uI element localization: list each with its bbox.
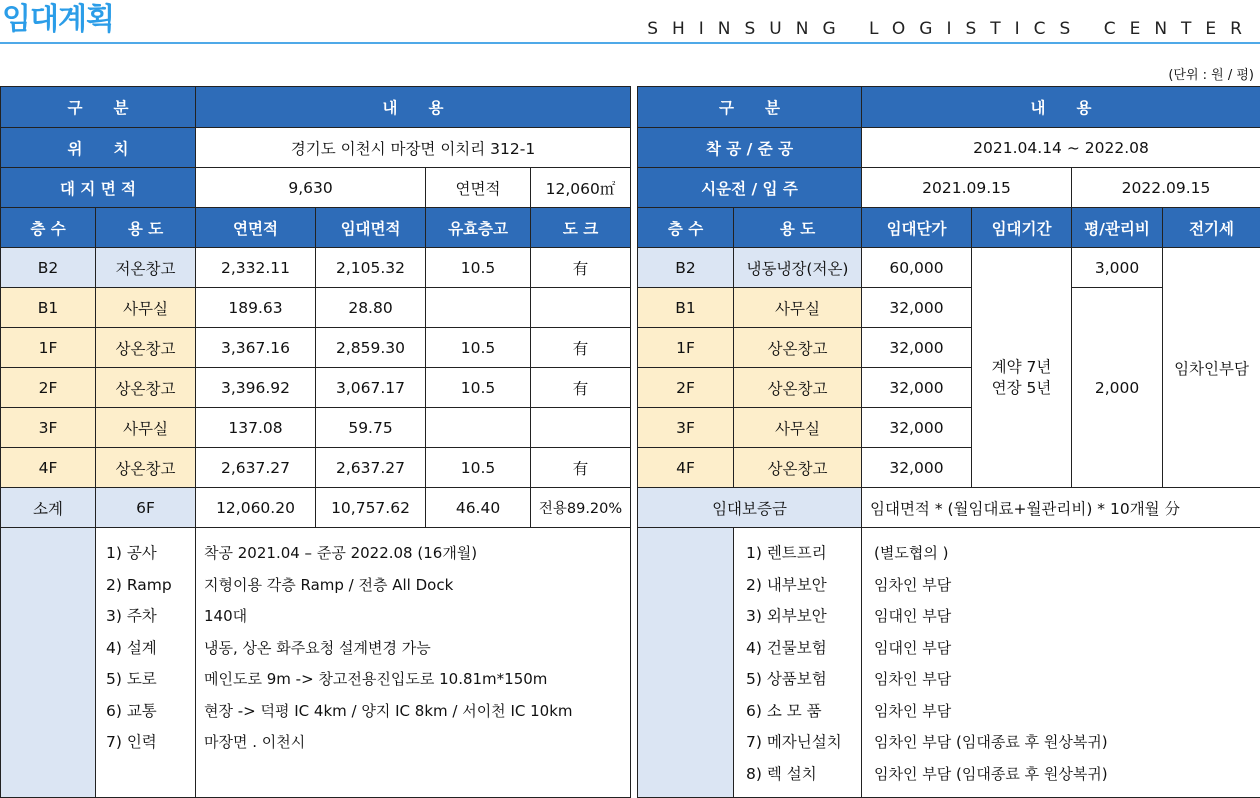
height-cell: 10.5 bbox=[426, 368, 531, 408]
rent-cell: 32,000 bbox=[862, 328, 972, 368]
use-cell: 사무실 bbox=[734, 408, 862, 448]
col-header: 도 크 bbox=[531, 208, 631, 248]
trial-label: 시운전 / 입 주 bbox=[638, 168, 862, 208]
floor-cell: B2 bbox=[638, 248, 734, 288]
gfa-label: 연면적 bbox=[426, 168, 531, 208]
subtotal-dock: 전용89.20% bbox=[531, 488, 631, 528]
location-label: 위 치 bbox=[1, 128, 196, 168]
note-value: 140대 bbox=[204, 607, 248, 625]
height-cell bbox=[426, 288, 531, 328]
floor-cell: 1F bbox=[1, 328, 96, 368]
lease-period bbox=[972, 248, 1072, 488]
note-label: 4) 건물보험 bbox=[746, 638, 827, 657]
note-label: 8) 렉 설치 bbox=[746, 764, 817, 783]
right-header-gubun: 구 분 bbox=[638, 87, 862, 128]
table-row bbox=[1, 408, 631, 448]
gfa-cell: 2,637.27 bbox=[196, 448, 316, 488]
dock-cell bbox=[531, 288, 631, 328]
use-cell: 사무실 bbox=[734, 288, 862, 328]
page-title: 임대계획 bbox=[2, 2, 114, 37]
note-value: 임차인 부담 bbox=[874, 575, 952, 594]
note-value: 임대인 부담 bbox=[874, 638, 952, 657]
left-header-naeyong: 내 용 bbox=[196, 87, 631, 128]
note-label: 3) 외부보안 bbox=[746, 607, 827, 625]
table-row bbox=[1, 368, 631, 408]
right-header-naeyong: 내 용 bbox=[862, 87, 1260, 128]
use-cell: 상온창고 bbox=[96, 328, 196, 368]
height-cell bbox=[426, 408, 531, 448]
gfa-cell: 3,396.92 bbox=[196, 368, 316, 408]
deposit-row bbox=[638, 488, 1260, 528]
col-header: 층 수 bbox=[638, 208, 734, 248]
floor-cell: B2 bbox=[1, 248, 96, 288]
location-value: 경기도 이천시 마장면 이치리 312-1 bbox=[196, 128, 631, 168]
height-cell: 10.5 bbox=[426, 328, 531, 368]
site-area-label: 대 지 면 적 bbox=[1, 168, 196, 208]
col-header: 연면적 bbox=[196, 208, 316, 248]
mgmt-fee-rest: 2,000 bbox=[1072, 288, 1163, 488]
floor-cell: 2F bbox=[1, 368, 96, 408]
site-area-value: 9,630 bbox=[196, 168, 426, 208]
note-label: 3) 주차 bbox=[106, 607, 157, 625]
rent-cell: 32,000 bbox=[862, 288, 972, 328]
subtotal-lease-area: 10,757.62 bbox=[316, 488, 426, 528]
use-cell: 사무실 bbox=[96, 288, 196, 328]
table-row bbox=[1, 328, 631, 368]
gfa-cell: 189.63 bbox=[196, 288, 316, 328]
notes-values bbox=[862, 528, 1260, 798]
note-value: 임차인 부담 (임대종료 후 원상복귀) bbox=[874, 764, 1108, 783]
rent-cell: 32,000 bbox=[862, 448, 972, 488]
height-cell: 10.5 bbox=[426, 448, 531, 488]
col-header: 층 수 bbox=[1, 208, 96, 248]
note-label: 5) 상품보험 bbox=[746, 670, 827, 688]
note-value: 냉동, 상온 화주요청 설계변경 가능 bbox=[204, 638, 431, 657]
dock-cell: 有 bbox=[531, 248, 631, 288]
subtotal-floors: 6F bbox=[96, 488, 196, 528]
gfa-cell: 137.08 bbox=[196, 408, 316, 448]
note-value: (별도협의 ) bbox=[874, 544, 949, 562]
col-header: 용 도 bbox=[96, 208, 196, 248]
note-value: 임차인 부담 bbox=[874, 670, 952, 688]
note-label: 4) 설계 bbox=[106, 638, 157, 657]
note-label: 2) Ramp bbox=[106, 575, 172, 594]
gfa-cell: 3,367.16 bbox=[196, 328, 316, 368]
deposit-value: 임대면적 * (월임대료+월관리비) * 10개월 分 bbox=[862, 488, 1260, 528]
construction-value: 2021.04.14 ~ 2022.08 bbox=[862, 128, 1260, 168]
note-label: 7) 메자닌설치 bbox=[746, 733, 842, 751]
note-value: 임대인 부담 bbox=[874, 607, 952, 625]
gfa-cell: 2,332.11 bbox=[196, 248, 316, 288]
col-header: 임대면적 bbox=[316, 208, 426, 248]
dock-cell: 有 bbox=[531, 368, 631, 408]
page-subtitle: SHINSUNG LOGISTICS CENTER bbox=[647, 19, 1256, 39]
use-cell: 사무실 bbox=[96, 408, 196, 448]
col-header: 용 도 bbox=[734, 208, 862, 248]
col-header: 임대기간 bbox=[972, 208, 1072, 248]
note-label: 7) 인력 bbox=[106, 733, 157, 751]
subtotal-row bbox=[1, 488, 631, 528]
floor-cell: 2F bbox=[638, 368, 734, 408]
lease-area-cell: 2,105.32 bbox=[316, 248, 426, 288]
use-cell: 상온창고 bbox=[734, 368, 862, 408]
note-value: 임차인 부담 (임대종료 후 원상복귀) bbox=[874, 733, 1108, 751]
note-label: 6) 교통 bbox=[106, 701, 157, 720]
note-label: 5) 도로 bbox=[106, 670, 157, 688]
lease-area-cell: 28.80 bbox=[316, 288, 426, 328]
floor-cell: 3F bbox=[1, 408, 96, 448]
left-table bbox=[0, 86, 631, 798]
note-label: 1) 렌트프리 bbox=[746, 544, 827, 562]
use-cell: 저온창고 bbox=[96, 248, 196, 288]
trial-date: 2021.09.15 bbox=[862, 168, 1072, 208]
use-cell: 상온창고 bbox=[96, 368, 196, 408]
subtotal-gfa: 12,060.20 bbox=[196, 488, 316, 528]
right-table bbox=[637, 86, 1260, 798]
rent-cell: 32,000 bbox=[862, 408, 972, 448]
use-cell: 냉동냉장(저온) bbox=[734, 248, 862, 288]
construction-label: 착 공 / 준 공 bbox=[638, 128, 862, 168]
note-label: 1) 공사 bbox=[106, 544, 157, 562]
rent-cell: 32,000 bbox=[862, 368, 972, 408]
table-row bbox=[1, 448, 631, 488]
use-cell: 상온창고 bbox=[96, 448, 196, 488]
col-header: 임대단가 bbox=[862, 208, 972, 248]
floor-cell: B1 bbox=[1, 288, 96, 328]
col-header: 전기세 bbox=[1163, 208, 1260, 248]
notes-row bbox=[1, 528, 631, 798]
floor-cell: 4F bbox=[638, 448, 734, 488]
floor-cell: 4F bbox=[1, 448, 96, 488]
note-label: 6) 소 모 품 bbox=[746, 701, 822, 720]
note-label: 2) 내부보안 bbox=[746, 575, 827, 594]
lease-area-cell: 2,859.30 bbox=[316, 328, 426, 368]
dock-cell: 有 bbox=[531, 328, 631, 368]
col-header: 유효층고 bbox=[426, 208, 531, 248]
table-row bbox=[1, 248, 631, 288]
notes-row bbox=[638, 528, 1260, 798]
floor-cell: B1 bbox=[638, 288, 734, 328]
unit-note: (단위 : 원 / 평) bbox=[1168, 68, 1254, 83]
note-value: 현장 -> 덕평 IC 4km / 양지 IC 8km / 서이천 IC 10km bbox=[204, 701, 573, 720]
notes-labels bbox=[96, 528, 196, 798]
notes-spacer bbox=[638, 528, 734, 798]
notes-labels bbox=[734, 528, 862, 798]
notes-values bbox=[196, 528, 631, 798]
mgmt-fee-b2: 3,000 bbox=[1072, 248, 1163, 288]
dock-cell bbox=[531, 408, 631, 448]
col-header: 평/관리비 bbox=[1072, 208, 1163, 248]
left-header-gubun: 구 분 bbox=[1, 87, 196, 128]
note-value: 지형이용 각층 Ramp / 전층 All Dock bbox=[204, 575, 454, 594]
floor-cell: 1F bbox=[638, 328, 734, 368]
move-in-date: 2022.09.15 bbox=[1072, 168, 1260, 208]
rent-cell: 60,000 bbox=[862, 248, 972, 288]
floor-cell: 3F bbox=[638, 408, 734, 448]
table-row bbox=[638, 248, 1260, 288]
dock-cell: 有 bbox=[531, 448, 631, 488]
note-value: 임차인 부담 bbox=[874, 701, 952, 720]
subtotal-height: 46.40 bbox=[426, 488, 531, 528]
lease-area-cell: 3,067.17 bbox=[316, 368, 426, 408]
lease-period-text: 계약 7년 연장 5년 bbox=[991, 357, 1052, 397]
notes-spacer bbox=[1, 528, 96, 798]
note-value: 착공 2021.04 – 준공 2022.08 (16개월) bbox=[204, 544, 478, 562]
lease-area-cell: 59.75 bbox=[316, 408, 426, 448]
lease-area-cell: 2,637.27 bbox=[316, 448, 426, 488]
gfa-value: 12,060㎡ bbox=[531, 168, 631, 208]
title-rule bbox=[0, 42, 1260, 44]
subtotal-label: 소계 bbox=[1, 488, 96, 528]
deposit-label: 임대보증금 bbox=[638, 488, 862, 528]
height-cell: 10.5 bbox=[426, 248, 531, 288]
use-cell: 상온창고 bbox=[734, 448, 862, 488]
note-value: 메인도로 9m -> 창고전용진입도로 10.81m*150m bbox=[204, 670, 548, 688]
table-row bbox=[1, 288, 631, 328]
use-cell: 상온창고 bbox=[734, 328, 862, 368]
note-value: 마장면 . 이천시 bbox=[204, 733, 306, 751]
electricity: 임차인부담 bbox=[1163, 248, 1260, 488]
